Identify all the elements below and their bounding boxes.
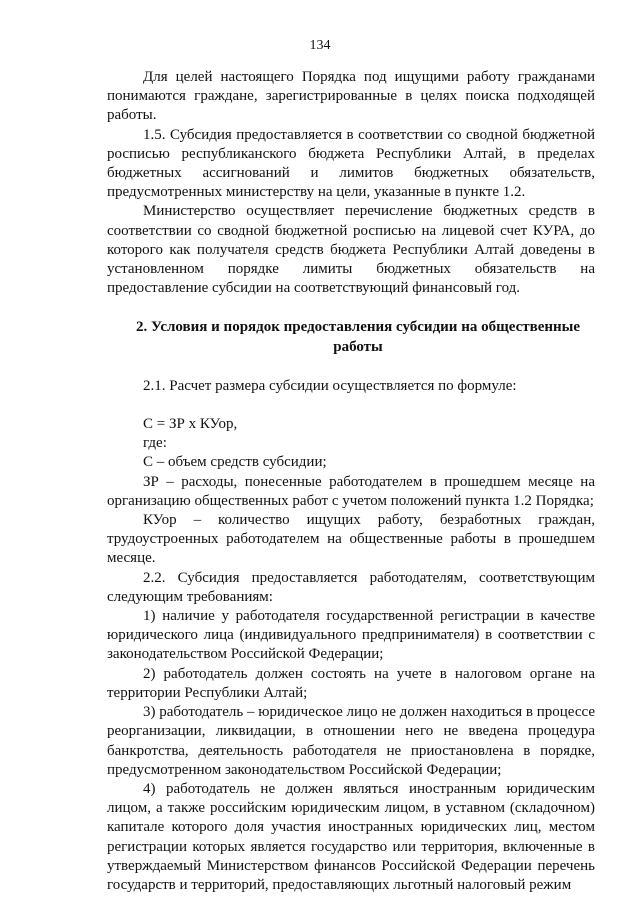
spacer (107, 396, 595, 415)
spacer (107, 298, 595, 318)
page-number: 134 (309, 38, 331, 53)
definition-c: С – объем средств субсидии; (143, 454, 327, 471)
requirement-2: 2) работодатель должен состоять на учете в налоговом органе на территории Республики Алтай; (107, 665, 595, 701)
spacer (107, 357, 595, 377)
paragraph-1-5: 1.5. Субсидия предоставляется в соответствии со сводной бюджетной росписью республиканского бюджета Республики Алтай, в пределах бюджетных ассигнований и лимитов бюджетных обязательств, предусмотренных министерству на цели, указанные в пункте 1.2. (107, 126, 595, 201)
where-label: где: (143, 435, 167, 452)
paragraph-2-1: 2.1. Расчет размера субсидии осуществляется по формуле: (143, 377, 517, 394)
formula: С = ЗР х КУор, (143, 416, 238, 433)
section-heading: 2. Условия и порядок предоставления субсидии на общественные работы (135, 319, 581, 355)
requirement-4: 4) работодатель не должен являться иностранным юридическим лицом, а также российским юридическим лицом, в уставном (складочном) капитале которого доля участия иностранных юридических лиц, местом регистрации которых является государство или территория, включенные в утверждаемый Министерством финансов Российской Федерации перечень государств и территорий, предоставляющих льготный налоговый режим (107, 780, 595, 893)
definition-kuor: КУор – количество ищущих работу, безработных граждан, трудоустроенных работодателем на общественные работы в прошедшем месяце. (107, 512, 595, 567)
requirement-1: 1) наличие у работодателя государственной регистрации в качестве юридического лица (индивидуального предпринимателя) в соответствии с законодательством Российской Федерации; (107, 608, 595, 663)
paragraph-ministry-transfer: Министерство осуществляет перечисление бюджетных средств в соответствии со сводной бюджетной росписью на лицевой счет КУРА, до которого как получателя средств бюджета Республики Алтай доведены в установленном порядке лимиты бюджетных обязательств на предоставление субсидии на соответствующий финансовый год. (107, 203, 595, 297)
document-body (107, 68, 595, 895)
paragraph-job-seekers-definition: Для целей настоящего Порядка под ищущими работу гражданами понимаются граждане, зарегистрированные в целях поиска подходящей работы. (107, 69, 595, 124)
definition-zr: ЗР – расходы, понесенные работодателем в прошедшем месяце на организацию общественных работ с учетом положений пункта 1.2 Порядка; (107, 473, 595, 509)
requirement-3: 3) работодатель – юридическое лицо не должен находиться в процессе реорганизации, ликвидации, в отношении него не введена процедура банкротства, деятельность работодателя не приостановлена в порядке, предусмотренном законодательством Российской Федерации; (107, 704, 595, 778)
paragraph-2-2: 2.2. Субсидия предоставляется работодателям, соответствующим следующим требованиям: (107, 569, 595, 605)
